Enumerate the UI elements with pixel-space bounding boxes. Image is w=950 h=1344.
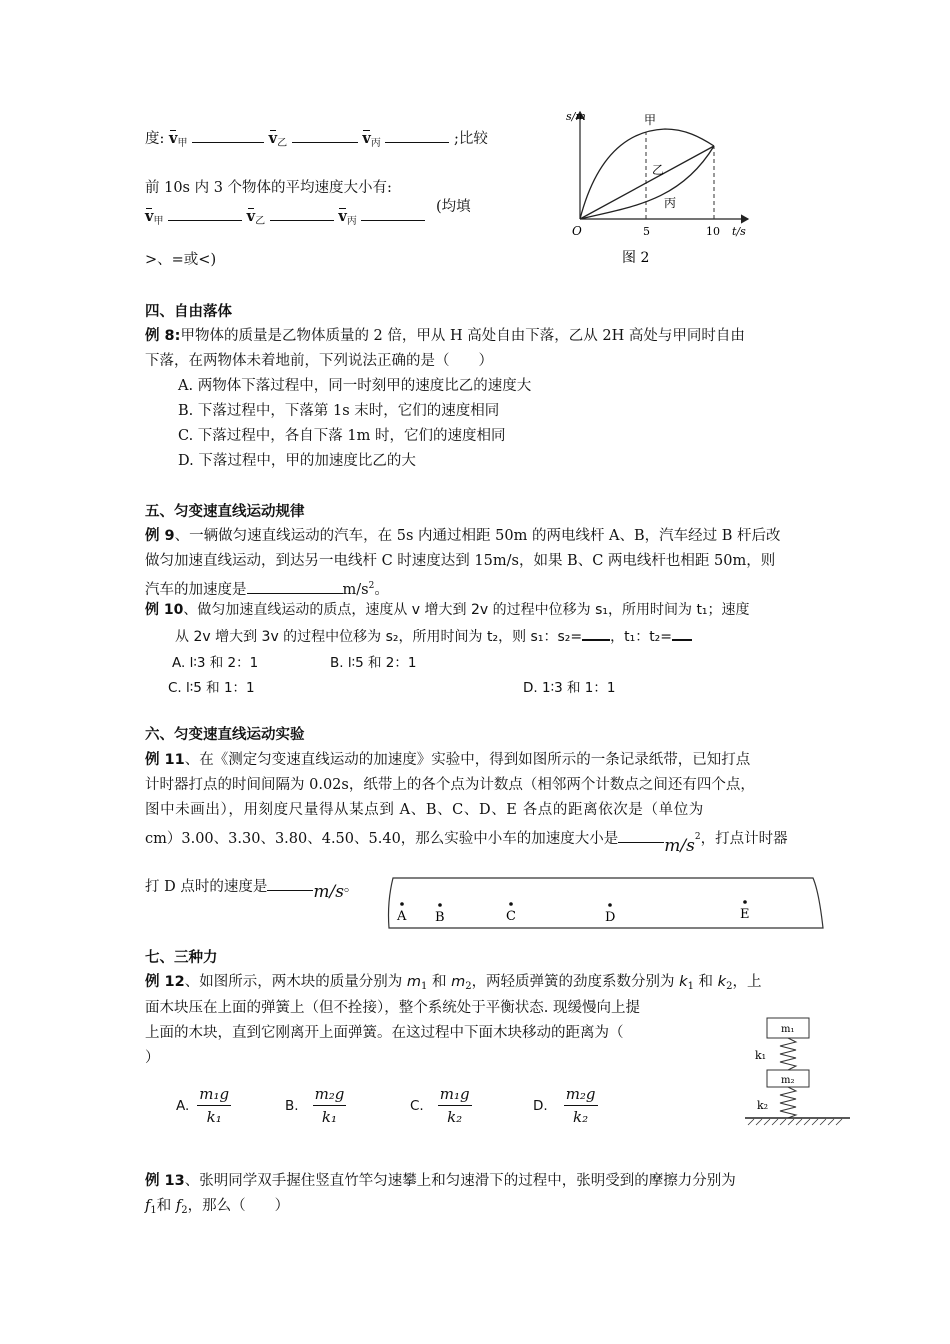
text: 打 D 点时的速度是 (145, 879, 268, 895)
text: ，两轻质弹簧的劲度系数分别为 (471, 974, 680, 990)
text: ，t₁：t₂= (610, 629, 673, 645)
v-bar-yi: v (246, 208, 256, 225)
avg-velocity-line-1 (145, 128, 488, 154)
avg-velocity-line-4: >、=或<) (145, 252, 217, 268)
text: 、做匀加速直线运动的质点，速度从 v 增大到 2v 的过程中位移为 s₁，所用时间为 t₁；速度 (183, 602, 750, 618)
numerator: m₁g (438, 1085, 472, 1106)
option-a[interactable]: A. 两物体下落过程中，同一时刻甲的速度比乙的速度大 (178, 378, 532, 394)
blank-field[interactable] (292, 128, 358, 143)
blank-field[interactable] (192, 128, 264, 143)
sup: 2 (694, 832, 701, 842)
text: (均填 (435, 199, 471, 215)
denominator: k₁ (206, 1108, 222, 1126)
example-label: 例 11 (145, 752, 185, 768)
sup: 2 (368, 581, 375, 591)
sub: 丙 (370, 138, 381, 149)
blank-field[interactable] (672, 625, 692, 641)
blank-field[interactable] (618, 828, 664, 843)
numerator: m₁g (197, 1085, 231, 1106)
figure-2-st-graph (560, 102, 760, 272)
example-label: 例 10 (145, 602, 184, 618)
example-10-line-2 (175, 625, 692, 647)
example-13-line-2 (145, 1196, 289, 1221)
sub: 甲 (153, 216, 164, 227)
v-bar-bing: v (338, 208, 347, 225)
fraction (313, 1085, 347, 1126)
example-11-line-5 (145, 876, 359, 902)
option-c[interactable]: C. l∶5 和 1：1 (168, 680, 255, 696)
option-d[interactable]: D. 下落过程中，甲的加速度比乙的大 (178, 453, 416, 469)
svg-text:5: 5 (643, 225, 650, 238)
example-11-line-2: 计时器打点的时间间隔为 0.02s，纸带上的各个点为计数点（相邻两个计数点之间还有四个点， (145, 777, 755, 793)
svg-text:A: A (397, 909, 407, 924)
sub: 乙 (255, 216, 266, 227)
option-label: C. (410, 1097, 424, 1114)
var: m (451, 974, 466, 990)
example-12-line-1 (145, 972, 761, 997)
var: m (406, 974, 421, 990)
numerator: m₂g (313, 1085, 347, 1106)
option-label: B. (285, 1097, 299, 1114)
fraction (197, 1085, 231, 1126)
curve-yi (580, 146, 714, 219)
svg-text:k₂: k₂ (757, 1099, 769, 1112)
paper-tape-diagram (385, 872, 825, 934)
text: 、张明同学双手握住竖直竹竿匀速攀上和匀速滑下的过程中，张明受到的摩擦力分别为 (184, 1173, 736, 1189)
text: 甲物体的质量是乙物体质量的 2 倍，甲从 H 高处自由下落，乙从 2H 高处与甲同时自由 (180, 328, 745, 344)
sub: 2 (465, 981, 472, 992)
curve-jia (580, 129, 714, 219)
text: 、如图所示，两木块的质量分别为 (184, 974, 407, 990)
svg-text:丙: 丙 (664, 196, 677, 210)
fraction (564, 1085, 598, 1126)
var: f (175, 1198, 182, 1214)
text: ，打点计时器 (700, 831, 788, 847)
svg-text:D: D (605, 910, 616, 925)
text: 和 (693, 974, 718, 990)
sub: 乙 (277, 138, 288, 149)
example-9-line-2: 做匀加速直线运动，到达另一电线杆 C 时速度达到 15m/s，如果 B、C 两电线杆也相距 50m，则 (145, 553, 776, 569)
option-c[interactable]: C. 下落过程中，各自下落 1m 时，它们的速度相同 (178, 428, 506, 444)
svg-text:O: O (572, 224, 582, 238)
svg-text:t/s: t/s (732, 225, 746, 238)
var: k (717, 974, 727, 990)
text: ，那么（ ） (187, 1198, 290, 1214)
text: 。 (374, 582, 389, 598)
spring-block-diagram (740, 1015, 855, 1130)
example-12-line-2: 面木块压在上面的弹簧上（但不拴接），整个系统处于平衡状态. 现缓慢向上提 (145, 1000, 640, 1016)
example-9-line-3 (145, 576, 389, 600)
svg-text:图 2: 图 2 (622, 250, 650, 266)
text: 汽车的加速度是 (145, 582, 247, 598)
text: 、在《测定匀变速直线运动的加速度》实验中，得到如图所示的一条记录纸带，已知打点 (184, 752, 751, 768)
example-label: 例 9 (145, 528, 175, 544)
svg-text:s/m: s/m (566, 110, 586, 123)
sub: 1 (687, 981, 694, 992)
sub: 丙 (346, 216, 357, 227)
text: ;比较 (453, 131, 488, 147)
example-11-line-1 (145, 750, 750, 770)
svg-text:E: E (740, 907, 750, 922)
numerator: m₂g (564, 1085, 598, 1106)
section-5-heading: 五、匀变速直线运动规律 (145, 504, 305, 520)
text: 从 2v 增大到 3v 的过程中位移为 s₂，所用时间为 t₂，则 s₁：s₂= (175, 629, 583, 645)
option-label: D. (533, 1097, 548, 1114)
option-b[interactable] (285, 1085, 346, 1126)
sub: 2 (181, 1205, 188, 1216)
text: 和 (156, 1198, 176, 1214)
section-6-heading: 六、匀变速直线运动实验 (145, 727, 305, 743)
blank-field[interactable] (582, 625, 610, 641)
example-12-line-4: ） (145, 1050, 160, 1066)
denominator: k₂ (573, 1108, 589, 1126)
v-bar-jia: v (145, 208, 154, 225)
sub: 1 (420, 981, 428, 992)
example-label: 例 12 (145, 974, 185, 990)
example-13-line-1 (145, 1171, 736, 1191)
blank-field[interactable] (270, 206, 334, 221)
v-bar-bing: v (362, 130, 371, 147)
option-label: A. (176, 1097, 190, 1114)
blank-field[interactable] (361, 206, 425, 221)
denominator: k₁ (321, 1108, 338, 1126)
svg-text:k₁: k₁ (755, 1049, 767, 1062)
unit: m/s (342, 582, 369, 598)
example-11-line-3: 图中未画出），用刻度尺量得从某点到 A、B、C、D、E 各点的距离依次是（单位为 (145, 802, 704, 818)
avg-velocity-line-2: 前 10s 内 3 个物体的平均速度大小有: (145, 180, 392, 196)
svg-text:C: C (506, 909, 516, 924)
section-7-heading: 七、三种力 (145, 950, 218, 966)
option-a[interactable] (176, 1085, 231, 1126)
blank-field[interactable] (247, 579, 343, 594)
var: f (145, 1198, 151, 1214)
sep: : (174, 328, 181, 344)
example-label: 例 8 (145, 328, 175, 344)
text: 和 (427, 974, 452, 990)
svg-text:m₁: m₁ (781, 1024, 795, 1035)
example-11-line-4 (145, 825, 788, 856)
example-9-line-1 (145, 526, 781, 546)
text: ，上 (732, 974, 762, 990)
denominator: k₂ (447, 1108, 463, 1126)
example-8-line-2: 下落，在两物体未着地前，下列说法正确的是（ ） (145, 353, 493, 369)
svg-text:10: 10 (706, 225, 720, 238)
option-b[interactable]: B. 下落过程中，下落第 1s 末时，它们的速度相同 (178, 403, 500, 419)
svg-text:m₂: m₂ (781, 1075, 795, 1086)
option-d[interactable]: D. 1∶3 和 1：1 (523, 680, 616, 696)
example-10-line-1 (145, 600, 750, 620)
sub: 甲 (177, 138, 188, 149)
v-bar-jia: v (169, 130, 178, 147)
example-8-line-1 (145, 326, 745, 346)
text: 度: (145, 131, 165, 147)
text: cm）3.00、3.30、3.80、4.50、5.40，那么实验中小车的加速度大小是 (145, 831, 619, 847)
option-d[interactable] (533, 1085, 598, 1126)
avg-velocity-line-3 (145, 199, 471, 232)
text: 。 (343, 879, 359, 895)
var: k (679, 974, 688, 990)
sub: 1 (150, 1205, 157, 1216)
fraction (438, 1085, 472, 1126)
sub: 2 (726, 981, 733, 992)
option-b[interactable]: B. l∶5 和 2：1 (330, 655, 417, 671)
example-label: 例 13 (145, 1173, 185, 1189)
svg-text:乙: 乙 (652, 163, 665, 177)
section-4-heading: 四、自由落体 (145, 304, 232, 320)
blank-field[interactable] (267, 876, 313, 891)
option-c[interactable] (410, 1085, 472, 1126)
blank-field[interactable] (385, 128, 449, 143)
unit: m/s (313, 882, 344, 902)
text: 、一辆做匀速直线运动的汽车，在 5s 内通过相距 50m 的两电线杆 A、B，汽车经过 B 杆后改 (174, 528, 781, 544)
svg-text:B: B (435, 910, 445, 925)
unit: m/s (664, 836, 695, 856)
example-12-line-3: 上面的木块，直到它刚离开上面弹簧。在这过程中下面木块移动的距离为（ (145, 1025, 624, 1041)
svg-text:甲: 甲 (644, 113, 657, 127)
option-a[interactable]: A. l∶3 和 2：1 (172, 655, 259, 671)
v-bar-yi: v (268, 130, 278, 147)
blank-field[interactable] (168, 206, 242, 221)
